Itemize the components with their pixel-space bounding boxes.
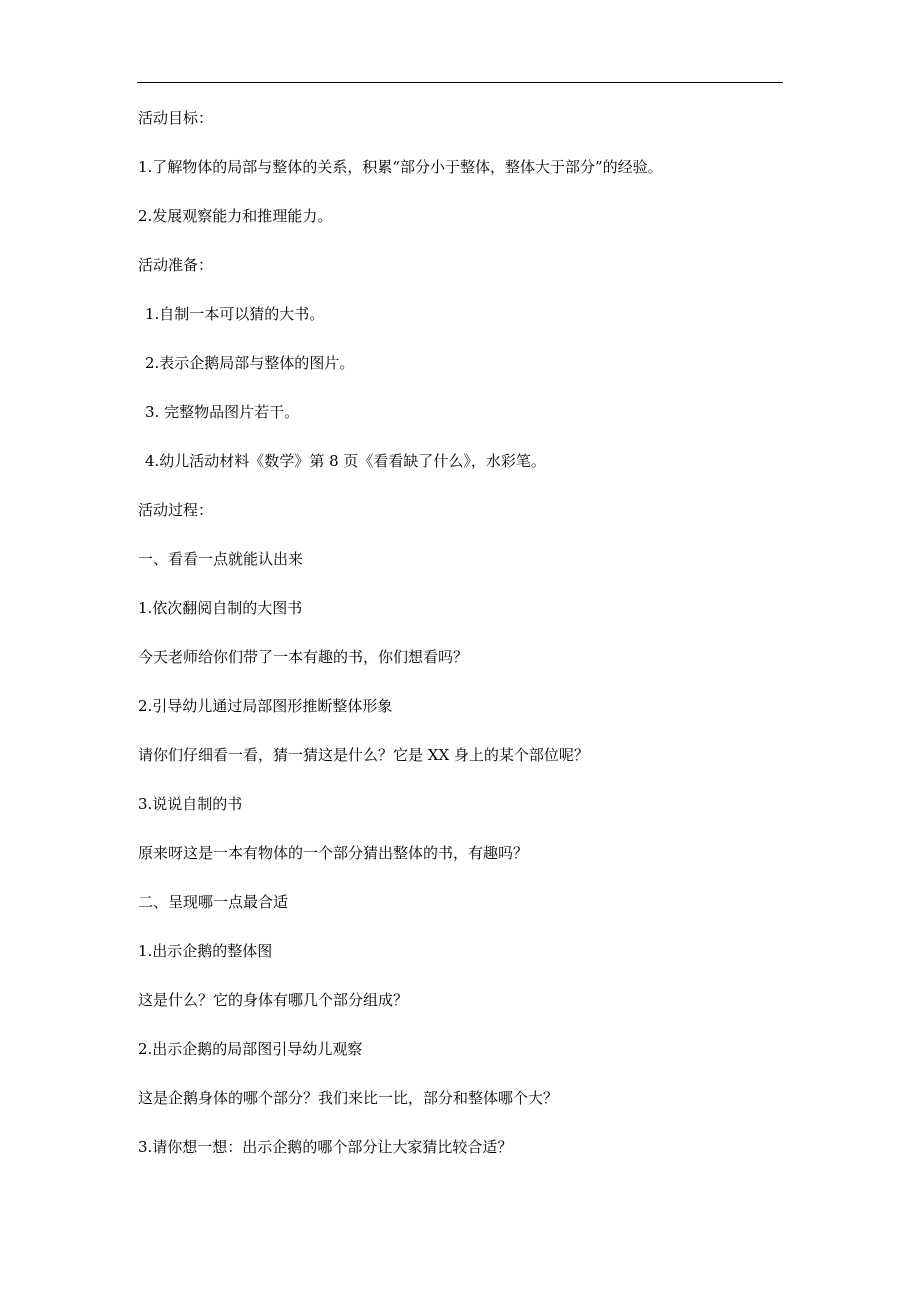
preparation-item: 2.表示企鹅局部与整体的图片。 [145, 354, 355, 372]
process-step: 3.说说自制的书 [138, 795, 243, 813]
preparation-item: 3. 完整物品图片若干。 [145, 403, 300, 421]
process-dialogue: 这是企鹅身体的哪个部分？我们来比一比，部分和整体哪个大？ [138, 1089, 559, 1107]
process-step: 2.出示企鹅的局部图引导幼儿观察 [138, 1040, 363, 1058]
objective-item: 1.了解物体的局部与整体的关系，积累“部分小于整体，整体大于部分”的经验。 [138, 158, 663, 176]
document-body [138, 108, 798, 1186]
process-step: 2.引导幼儿通过局部图形推断整体形象 [138, 697, 393, 715]
process-dialogue: 今天老师给你们带了一本有趣的书，你们想看吗？ [138, 648, 469, 666]
process-subheading: 二、呈现哪一点最合适 [138, 893, 289, 911]
section-heading-preparation: 活动准备： [138, 256, 214, 274]
section-heading-objectives: 活动目标： [138, 109, 214, 127]
process-step: 3.请你想一想：出示企鹅的哪个部分让大家猜比较合适？ [138, 1138, 513, 1156]
preparation-item: 4.幼儿活动材料《数学》第 8 页《看看缺了什么》，水彩笔。 [145, 452, 546, 470]
header-rule [137, 82, 783, 83]
objective-item: 2.发展观察能力和推理能力。 [138, 207, 333, 225]
process-subheading: 一、看看一点就能认出来 [138, 550, 304, 568]
preparation-item: 1.自制一本可以猜的大书。 [145, 305, 325, 323]
process-dialogue: 请你们仔细看一看，猜一猜这是什么？它是 XX 身上的某个部位呢？ [138, 746, 589, 764]
section-heading-process: 活动过程： [138, 501, 214, 519]
process-dialogue: 原来呀这是一本有物体的一个部分猜出整体的书，有趣吗？ [138, 844, 529, 862]
process-step: 1.出示企鹅的整体图 [138, 942, 273, 960]
process-step: 1.依次翻阅自制的大图书 [138, 599, 303, 617]
process-dialogue: 这是什么？它的身体有哪几个部分组成？ [138, 991, 409, 1009]
